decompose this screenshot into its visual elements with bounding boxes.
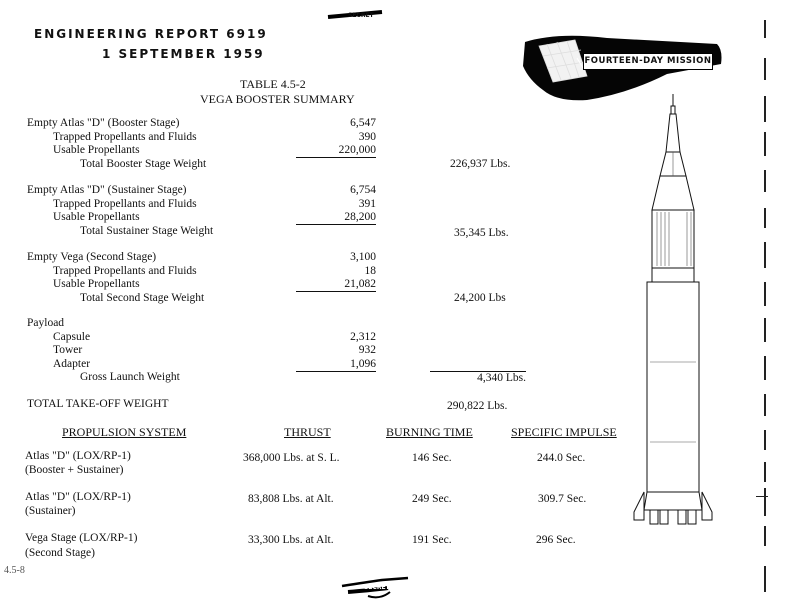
tower-value: 932	[358, 344, 376, 356]
second-usable-value: 21,082	[296, 278, 376, 292]
second-total-label: Total Second Stage Weight	[80, 292, 205, 304]
page-border	[764, 132, 766, 156]
takeoff-value: 290,822 Lbs.	[447, 400, 508, 412]
page-border	[764, 208, 766, 228]
sustainer-trapped-label: Trapped Propellants and Fluids	[53, 198, 197, 210]
prop-row-2-thrust: 83,808 Lbs. at Alt.	[248, 493, 334, 505]
page-border	[764, 566, 766, 592]
prop-row-1-system: Atlas "D" (LOX/RP-1)	[25, 450, 131, 462]
col-specific-impulse: SPECIFIC IMPULSE	[511, 425, 617, 439]
booster-empty-value: 6,547	[350, 117, 376, 129]
prop-row-2-impulse: 309.7 Sec.	[538, 493, 587, 505]
page-border	[764, 58, 766, 80]
mission-badge: FOURTEEN-DAY MISSION	[583, 53, 713, 70]
page-number: 4.5-8	[4, 565, 25, 576]
booster-empty-label: Empty Atlas "D" (Booster Stage)	[27, 117, 180, 129]
prop-row-1-impulse: 244.0 Sec.	[537, 452, 586, 464]
sustainer-trapped-value: 391	[358, 198, 376, 210]
rocket-illustration	[630, 92, 716, 536]
adapter-label: Adapter	[53, 358, 91, 370]
col-propulsion-system: PROPULSION SYSTEM	[62, 425, 187, 439]
prop-row-3-impulse: 296 Sec.	[536, 534, 576, 546]
prop-row-2-time: 249 Sec.	[412, 493, 452, 505]
report-date: 1 SEPTEMBER 1959	[102, 47, 265, 61]
capsule-value: 2,312	[350, 331, 376, 343]
page-border	[764, 170, 766, 192]
sustainer-total-value: 35,345 Lbs.	[454, 227, 509, 239]
sustainer-usable-value: 28,200	[296, 211, 376, 225]
page-border	[764, 526, 766, 546]
table-subtitle: VEGA BOOSTER SUMMARY	[200, 92, 355, 106]
prop-row-1-thrust: 368,000 Lbs. at S. L.	[243, 452, 340, 464]
booster-trapped-label: Trapped Propellants and Fluids	[53, 131, 197, 143]
prop-row-3-time: 191 Sec.	[412, 534, 452, 546]
page-border	[764, 394, 766, 416]
prop-row-3-sub: (Second Stage)	[25, 547, 95, 559]
booster-usable-label: Usable Propellants	[53, 144, 140, 156]
prop-row-3-thrust: 33,300 Lbs. at Alt.	[248, 534, 334, 546]
page-border	[764, 242, 766, 268]
report-number: ENGINEERING REPORT 6919	[34, 27, 268, 41]
second-usable-label: Usable Propellants	[53, 278, 140, 290]
gross-weight-label: Gross Launch Weight	[80, 371, 180, 383]
page-border-tick	[756, 496, 768, 497]
page-border	[764, 20, 766, 38]
tower-label: Tower	[53, 344, 83, 356]
page-border	[764, 488, 766, 516]
sustainer-empty-label: Empty Atlas "D" (Sustainer Stage)	[27, 184, 187, 196]
table-title: TABLE 4.5-2	[240, 77, 306, 91]
col-thrust: THRUST	[284, 425, 331, 439]
page-border	[764, 462, 766, 482]
page-border	[764, 96, 766, 122]
page-border	[764, 318, 766, 342]
secret-stamp-bottom: SECRET	[338, 572, 412, 602]
booster-total-label: Total Booster Stage Weight	[80, 158, 207, 170]
second-trapped-value: 18	[364, 265, 376, 277]
second-empty-label: Empty Vega (Second Stage)	[27, 251, 157, 263]
takeoff-label: TOTAL TAKE-OFF WEIGHT	[27, 398, 169, 410]
adapter-value: 1,096	[296, 358, 376, 372]
secret-stamp-top: SECRET	[326, 8, 384, 22]
page-border	[764, 282, 766, 306]
booster-trapped-value: 390	[358, 131, 376, 143]
booster-total-value: 226,937 Lbs.	[450, 158, 511, 170]
prop-row-3-system: Vega Stage (LOX/RP-1)	[25, 532, 138, 544]
payload-label: Payload	[27, 317, 65, 329]
page-border	[764, 430, 766, 450]
second-trapped-label: Trapped Propellants and Fluids	[53, 265, 197, 277]
capsule-label: Capsule	[53, 331, 91, 343]
prop-row-2-system: Atlas "D" (LOX/RP-1)	[25, 491, 131, 503]
second-total-value: 24,200 Lbs	[454, 292, 506, 304]
sustainer-total-label: Total Sustainer Stage Weight	[80, 225, 214, 237]
sustainer-empty-value: 6,754	[350, 184, 376, 196]
gross-weight-value: 4,340 Lbs.	[430, 371, 526, 384]
prop-row-2-sub: (Sustainer)	[25, 505, 76, 517]
sustainer-usable-label: Usable Propellants	[53, 211, 140, 223]
col-burning-time: BURNING TIME	[386, 425, 473, 439]
booster-usable-value: 220,000	[296, 144, 376, 158]
second-empty-value: 3,100	[350, 251, 376, 263]
prop-row-1-time: 146 Sec.	[412, 452, 452, 464]
page-border	[764, 356, 766, 380]
prop-row-1-sub: (Booster + Sustainer)	[25, 464, 124, 476]
